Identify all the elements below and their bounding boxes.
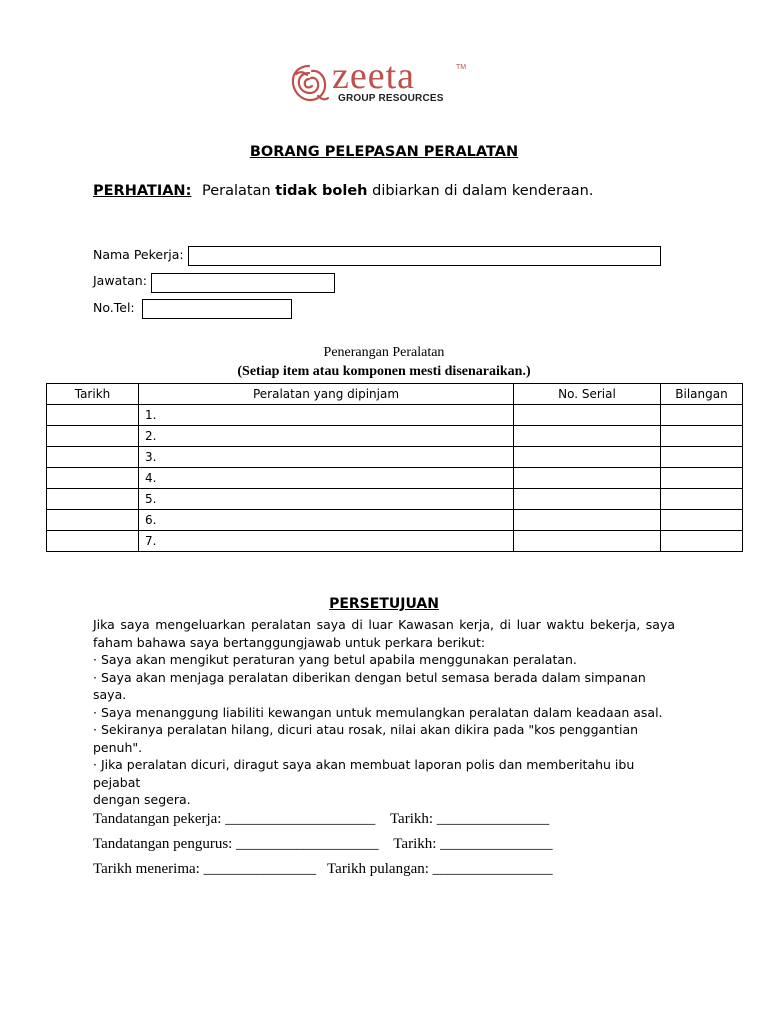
logo-subtitle: GROUP RESOURCES (338, 93, 444, 104)
notice-label: PERHATIAN: (93, 183, 192, 199)
quantity-cell[interactable] (661, 468, 743, 489)
phone-label: No.Tel: (93, 300, 135, 315)
table-row (47, 489, 743, 510)
position-label: Jawatan: (93, 273, 147, 288)
equipment-table (46, 383, 743, 552)
agreement-title: PERSETUJUAN (329, 596, 439, 612)
serial-cell[interactable] (514, 510, 661, 531)
table-header-row (47, 384, 743, 405)
date-cell[interactable] (47, 447, 139, 468)
position-field[interactable] (151, 273, 335, 293)
item-cell[interactable]: 7. (139, 531, 514, 552)
date-cell[interactable] (47, 510, 139, 531)
table-row (47, 468, 743, 489)
name-label: Nama Pekerja: (93, 247, 184, 262)
phone-field[interactable] (142, 299, 292, 319)
item-cell[interactable]: 4. (139, 468, 514, 489)
rose-icon (288, 62, 330, 104)
serial-cell[interactable] (514, 531, 661, 552)
item-cell[interactable]: 3. (139, 447, 514, 468)
agreement-body (93, 616, 675, 809)
table-row (47, 426, 743, 447)
agreement-bullet: dengan segera. (93, 792, 191, 807)
date-cell[interactable] (47, 489, 139, 510)
table-row (47, 531, 743, 552)
serial-cell[interactable] (514, 405, 661, 426)
logo-wordmark: zeeta (332, 55, 416, 97)
serial-cell[interactable] (514, 468, 661, 489)
quantity-cell[interactable] (661, 447, 743, 468)
form-title: BORANG PELEPASAN PERALATAN (249, 144, 519, 160)
quantity-cell[interactable] (661, 531, 743, 552)
serial-cell[interactable] (514, 447, 661, 468)
quantity-cell[interactable] (661, 510, 743, 531)
column-header: No. Serial (514, 384, 661, 405)
table-row (47, 447, 743, 468)
date-cell[interactable] (47, 531, 139, 552)
company-logo (288, 55, 468, 108)
notice (93, 183, 593, 199)
date-cell[interactable] (47, 468, 139, 489)
item-cell[interactable]: 6. (139, 510, 514, 531)
agreement-bullet: · Saya menanggung liabiliti kewangan untuk memulangkan peralatan dalam keadaan asal. (93, 704, 663, 720)
agreement-bullet: · Jika peralatan dicuri, diragut saya akan membuat laporan polis dan memberitahu ibu pejabat (93, 757, 635, 790)
quantity-cell[interactable] (661, 405, 743, 426)
column-header: Tarikh (47, 384, 139, 405)
item-cell[interactable]: 2. (139, 426, 514, 447)
column-header: Peralatan yang dipinjam (139, 384, 514, 405)
agreement-bullet: · Saya akan mengikut peraturan yang betul apabila menggunakan peralatan. (93, 652, 577, 667)
serial-cell[interactable] (514, 426, 661, 447)
receive-return-date-line[interactable]: Tarikh menerima: _______________ Tarikh pulangan: ________________ (93, 861, 553, 877)
date-cell[interactable] (47, 426, 139, 447)
agreement-intro: Jika saya mengeluarkan peralatan saya di luar Kawasan kerja, di luar waktu bekerja, saya (93, 617, 675, 632)
equipment-subheading: (Setiap item atau komponen mesti disenaraikan.) (237, 364, 531, 379)
table-row (47, 510, 743, 531)
item-cell[interactable]: 1. (139, 405, 514, 426)
equipment-heading: Penerangan Peralatan (323, 345, 445, 360)
notice-text-bold: tidak boleh (275, 183, 368, 199)
date-cell[interactable] (47, 405, 139, 426)
notice-text-pre: Peralatan (201, 183, 271, 199)
agreement-bullet: · Sekiranya peralatan hilang, dicuri atau rosak, nilai akan dikira pada "kos penggantian penuh". (93, 722, 639, 755)
employee-signature-line[interactable]: Tandatangan pekerja: ____________________ Tarikh: _______________ (93, 811, 550, 827)
name-field[interactable] (188, 246, 661, 266)
column-header: Bilangan (661, 384, 743, 405)
quantity-cell[interactable] (661, 489, 743, 510)
agreement-intro: faham bahawa saya bertanggungjawab untuk perkara berikut: (93, 634, 486, 650)
agreement-bullet: · Saya akan menjaga peralatan diberikan dengan betul semasa berada dalam simpanan saya. (93, 669, 646, 702)
item-cell[interactable]: 5. (139, 489, 514, 510)
serial-cell[interactable] (514, 489, 661, 510)
manager-signature-line[interactable]: Tandatangan pengurus: ___________________ Tarikh: _______________ (93, 836, 553, 852)
notice-text-post: dibiarkan di dalam kenderaan. (372, 183, 594, 199)
table-row (47, 405, 743, 426)
quantity-cell[interactable] (661, 426, 743, 447)
logo-trademark: TM (456, 64, 467, 71)
